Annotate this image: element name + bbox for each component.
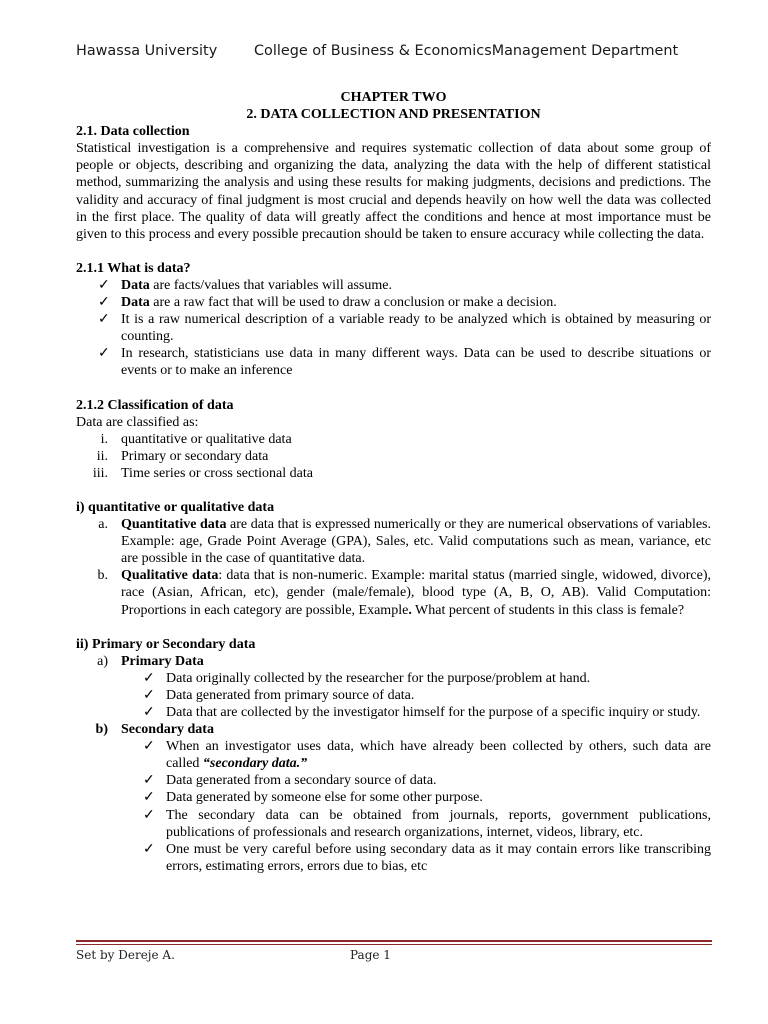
list-item: ✓ Data are facts/values that variables will assume. bbox=[98, 277, 392, 293]
footer-rule-thin bbox=[76, 944, 712, 945]
primary-data-list bbox=[76, 670, 711, 721]
classification-intro: Data are classified as: bbox=[76, 414, 199, 430]
chapter-title: CHAPTER TWO bbox=[340, 90, 447, 105]
list-item: ✓ Data generated by someone else for some other purpose. bbox=[143, 790, 483, 806]
list-item: ✓ Data originally collected by the researcher for the purpose/problem at hand. bbox=[143, 670, 591, 686]
list-item: i. quantitative or qualitative data bbox=[100, 431, 292, 447]
check-icon: ✓ bbox=[143, 739, 155, 755]
qualitative-definition: b. Qualitative data: data that is non-numeric. Example: marital status (married single, widowed, divorce), race (Asian, African, etc), gender (male/female), blood type (A, B, O, AB). Valid Computation: Proportions in each category are possible, Example. What percent of students in this class is female? bbox=[97, 568, 711, 618]
check-icon: ✓ bbox=[98, 277, 110, 293]
check-icon: ✓ bbox=[143, 807, 155, 823]
check-icon: ✓ bbox=[143, 687, 155, 703]
footer-rule bbox=[76, 940, 712, 942]
page-number: Page 1 bbox=[350, 948, 391, 962]
quantitative-heading: i) quantitative or qualitative data bbox=[76, 499, 275, 515]
quantitative-definition: a. Quantitative data are data that is expressed numerically or they are numerical observations of variables. Example: age, Grade Point Average (GPA), Sales, etc. Valid computations such as mean, variance, etc are possible in the case of quantitative data. bbox=[98, 517, 711, 567]
list-item: ✓ The secondary data can be obtained from journals, reports, government publications, publications of professionals and research organizations, internet, videos, library, etc. bbox=[143, 807, 711, 840]
secondary-data-label: b) Secondary data bbox=[95, 722, 214, 738]
check-icon: ✓ bbox=[98, 312, 110, 328]
list-item: ✓ When an investigator uses data, which have already been collected by others, such data are called “secondary data.” bbox=[143, 739, 711, 772]
check-icon: ✓ bbox=[143, 705, 155, 720]
check-icon: ✓ bbox=[143, 790, 155, 806]
primary-data-label: a) Primary Data bbox=[97, 653, 204, 669]
page-header bbox=[76, 43, 696, 63]
list-item: ✓ Data generated from primary source of data. bbox=[143, 687, 415, 703]
check-icon: ✓ bbox=[98, 346, 110, 362]
list-item: ✓ It is a raw numerical description of a variable ready to be analyzed which is obtained by measuring or counting. bbox=[98, 312, 711, 345]
page-footer bbox=[76, 948, 712, 966]
list-item: ✓ Data that are collected by the investigator himself for the purpose of a specific inquiry or study. bbox=[143, 705, 701, 720]
section-2-1-1-heading: 2.1.1 What is data? bbox=[76, 260, 191, 276]
check-icon: ✓ bbox=[143, 670, 155, 686]
secondary-data-list bbox=[76, 738, 711, 875]
what-is-data-list bbox=[76, 277, 711, 380]
chapter-subtitle: 2. DATA COLLECTION AND PRESENTATION bbox=[246, 107, 541, 123]
list-item: ✓ In research, statisticians use data in many different ways. Data can be used to describe situations or events or to make an inference bbox=[98, 346, 711, 379]
list-item: ii. Primary or secondary data bbox=[96, 448, 269, 464]
primary-secondary-heading: ii) Primary or Secondary data bbox=[76, 636, 256, 652]
list-item: ✓ One must be very careful before using secondary data as it may contain errors like transcribing errors, estimating errors, errors due to bias, etc bbox=[143, 841, 711, 874]
check-icon: ✓ bbox=[143, 773, 155, 789]
list-item: ✓ Data are a raw fact that will be used to draw a conclusion or make a decision. bbox=[98, 295, 557, 311]
document-body bbox=[76, 89, 711, 875]
header-university: Hawassa University bbox=[76, 43, 218, 59]
check-icon: ✓ bbox=[143, 841, 155, 857]
list-item: ✓ Data generated from a secondary source of data. bbox=[143, 773, 437, 789]
section-2-1-heading: 2.1. Data collection bbox=[76, 124, 190, 140]
section-2-1-paragraph: Statistical investigation is a comprehensive and requires systematic collection of data about some group of people or objects, describing and organizing the data, analyzing the data with the help of different statistical method, summarizing the analysis and using these results for making judgments, decisions and predictions. The validity and accuracy of final judgment is most crucial and depends heavily on how well the data was collected in the first place. The quality of data will greatly affect the conditions and hence at most importance must be given to this process and every possible precaution should be taken to ensure accuracy while collecting the data. bbox=[76, 141, 711, 242]
section-2-1-2-heading: 2.1.2 Classification of data bbox=[76, 397, 234, 413]
list-item: iii. Time series or cross sectional data bbox=[92, 465, 313, 481]
footer-author: Set by Dereje A. bbox=[76, 948, 175, 962]
header-department: College of Business & EconomicsManagement Department bbox=[254, 43, 679, 59]
check-icon: ✓ bbox=[98, 295, 110, 311]
